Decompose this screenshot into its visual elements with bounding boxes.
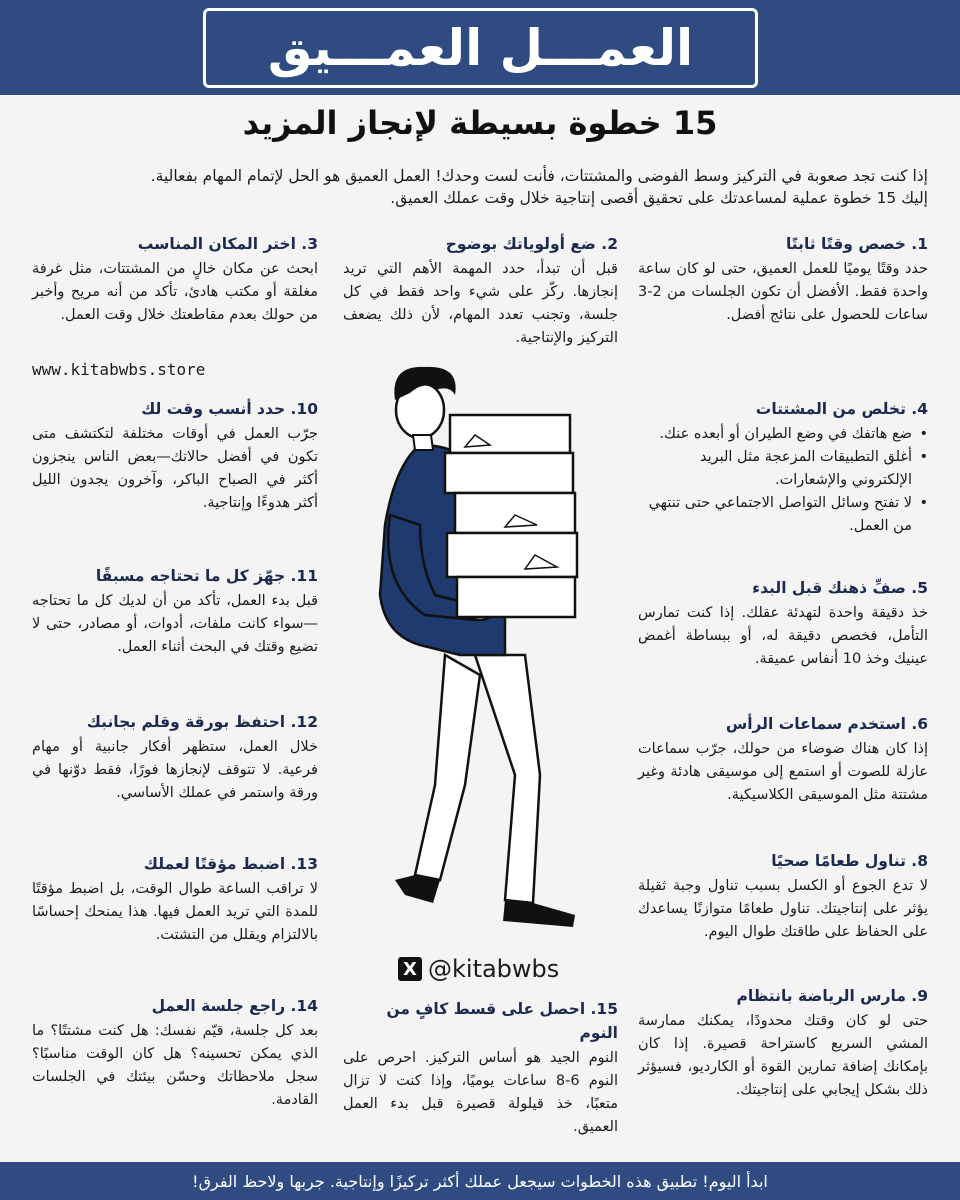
step-9 — [638, 984, 928, 1102]
step-title: 3. اختر المكان المناسب — [137, 235, 318, 253]
website-link[interactable]: www.kitabwbs.store — [32, 360, 206, 379]
step-title: 15. احصل على قسط كافٍ من النوم — [386, 1000, 618, 1042]
step-3 — [32, 232, 318, 327]
step-title: 8. تناول طعامًا صحيًا — [771, 852, 928, 870]
step-text: لا تدع الجوع أو الكسل بسبب تناول وجبة ثقيلة يؤثر على إنتاجيتك. تناول طعامًا متوازنًا يساعدك على الحفاظ على طاقتك طوال اليوم. — [638, 878, 928, 940]
step-text: قبل بدء العمل، تأكد من أن لديك كل ما تحتاجه—سواء كانت ملفات، أدوات، أو مصادر، حتى لا تضيع وقتك في البحث أثناء العمل. — [32, 593, 318, 655]
step-4 — [638, 397, 928, 538]
step-text: لا تراقب الساعة طوال الوقت، بل اضبط مؤقتًا للمدة التي تريد العمل فيها. هذا يمنحك إحساسًا بالالتزام ويقلل من التشتت. — [32, 881, 318, 943]
step-11 — [32, 564, 318, 659]
step-text: إذا كان هناك ضوضاء من حولك، جرّب سماعات عازلة للصوت أو استمع إلى موسيقى هادئة وغير مشتتة مثل الموسيقى الكلاسيكية. — [638, 741, 928, 803]
step-title: 14. راجع جلسة العمل — [151, 997, 318, 1015]
step-text: حدد وقتًا يوميًا للعمل العميق، حتى لو كان ساعة واحدة فقط. الأفضل أن تكون الجلسات من 2-3 ساعات للحصول على نتائج أفضل. — [638, 261, 928, 323]
step-title: 13. اضبط مؤقتًا لعملك — [143, 855, 318, 873]
step-text: خذ دقيقة واحدة لتهدئة عقلك. إذا كنت تمارس التأمل، فخصص دقيقة له، أو ببساطة أغمض عينيك وخذ 10 أنفاس عميقة. — [638, 605, 928, 667]
step-5 — [638, 576, 928, 671]
step-text: النوم الجيد هو أساس التركيز. احرص على النوم 6-8 ساعات يوميًا، وإذا كنت لا تزال متعبًا، خذ قيلولة قصيرة قبل بدء العمل العميق. — [343, 1050, 618, 1135]
step-10 — [32, 397, 318, 515]
step-list — [638, 423, 928, 538]
step-title: 1. خصص وقتًا ثابتًا — [785, 235, 928, 253]
step-text: قبل أن تبدأ، حدد المهمة الأهم التي تريد إنجازها. ركّز على شيء واحد فقط في كل جلسة، وتجنب تعدد المهام، لأن ذلك يضعف التركيز والإنتاجية. — [343, 261, 618, 346]
list-item: • لا تفتح وسائل التواصل الاجتماعي حتى تنتهي من العمل. — [638, 492, 928, 538]
shoe — [395, 875, 440, 903]
social-handle[interactable] — [398, 955, 559, 983]
subtitle: 15 خطوة بسيطة لإنجاز المزيد — [242, 104, 718, 142]
step-text: خلال العمل، ستظهر أفكار جانبية أو مهام فرعية. لا تتوقف لإنجازها فورًا، فقط دوّنها في ورقة واستمر في عملك الأساسي. — [32, 739, 318, 801]
step-title: 4. تخلص من المشتتات — [755, 400, 928, 418]
step-13 — [32, 852, 318, 947]
intro-line-2: إليك 15 خطوة عملية لمساعدتك على تحقيق أقصى إنتاجية خلال وقت عملك العميق. — [390, 189, 928, 207]
list-item: • ضع هاتفك في وضع الطيران أو أبعده عنك. — [638, 423, 928, 446]
step-12 — [32, 710, 318, 805]
intro-line-1: إذا كنت تجد صعوبة في التركيز وسط الفوضى والمشتتات، فأنت لست وحدك! العمل العميق هو الحل لإتمام المهام بفعالية. — [150, 167, 928, 185]
footer-text: ابدأ اليوم! تطبيق هذه الخطوات سيجعل عملك أكثر تركيزًا وإنتاجية. جربها ولاحظ الفرق! — [192, 1171, 768, 1191]
step-15 — [343, 997, 618, 1139]
step-14 — [32, 994, 318, 1112]
step-title: 6. استخدم سماعات الرأس — [725, 715, 928, 733]
step-title: 5. صفِّ ذهنك قبل البدء — [752, 579, 928, 597]
step-title: 10. حدد أنسب وقت لك — [141, 400, 318, 418]
intro — [28, 165, 928, 209]
step-title: 9. مارس الرياضة بانتظام — [736, 987, 928, 1005]
step-text: بعد كل جلسة، قيّم نفسك: هل كنت مشتتًا؟ ما الذي يمكن تحسينه؟ هل كان الوقت مناسبًا؟ سجل ملاحظاتك وحسّن بيئتك في الجلسات القادمة. — [32, 1023, 318, 1108]
step-2 — [343, 232, 618, 350]
step-text: ابحث عن مكان خالٍ من المشتتات، مثل غرفة مغلقة أو مكتب هادئ، تأكد من أنه مريح وأخبر من حولك بعدم مقاطعتك خلال وقت العمل. — [32, 261, 318, 323]
person-carrying-papers-illustration — [365, 355, 595, 945]
handle-text: @kitabwbs — [428, 955, 560, 983]
step-6 — [638, 712, 928, 807]
step-8 — [638, 849, 928, 944]
main-title: العمـــل العمـــيق — [203, 8, 758, 88]
x-logo-icon: X — [398, 957, 422, 981]
step-text: حتى لو كان وقتك محدودًا، يمكنك ممارسة المشي السريع كاستراحة قصيرة. إذا كان بإمكانك إضافة تمارين القوة أو الكارديو، فسيؤثر ذلك بشكل إيجابي على إنتاجيتك. — [638, 1013, 928, 1098]
footer-band — [0, 1162, 960, 1200]
step-title: 12. احتفظ بورقة وقلم بجانبك — [86, 713, 318, 731]
list-item: • أغلق التطبيقات المزعجة مثل البريد الإلكتروني والإشعارات. — [638, 446, 928, 492]
step-1 — [638, 232, 928, 327]
step-title: 2. ضع أولوياتك بوضوح — [445, 235, 618, 253]
step-text: جرّب العمل في أوقات مختلفة لتكتشف متى تكون في أفضل حالاتك—بعض الناس ينجزون أكثر في الصباح الباكر، وآخرون يجدون الليل أكثر هدوءًا وإنتاجية. — [32, 426, 318, 511]
step-title: 11. جهّز كل ما تحتاجه مسبقًا — [95, 567, 318, 585]
